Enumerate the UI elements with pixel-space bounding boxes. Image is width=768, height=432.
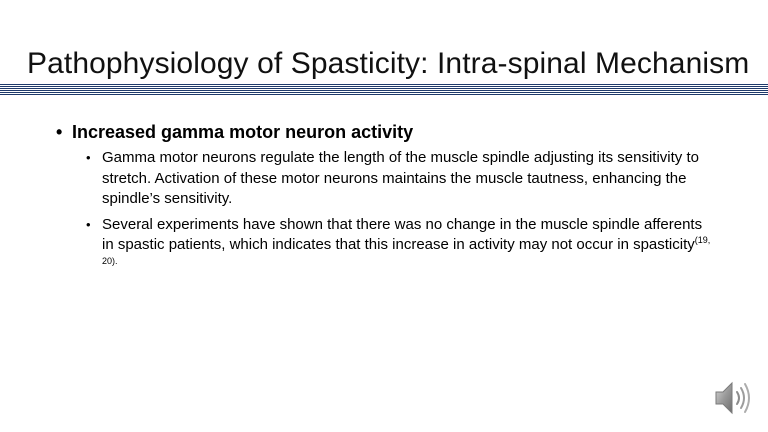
bullet-marker: • <box>86 216 91 232</box>
main-bullet-text: Increased gamma motor neuron activity <box>72 122 414 142</box>
sub-bullet <box>86 148 716 210</box>
speaker-icon[interactable] <box>712 378 756 418</box>
slide-content <box>56 120 716 281</box>
sub-bullet <box>86 215 716 277</box>
title-divider <box>0 84 768 95</box>
slide-title: Pathophysiology of Spasticity: Intra-spinal Mechanism <box>27 47 750 80</box>
speaker-icon-graphic <box>712 378 756 418</box>
main-bullet <box>56 120 716 144</box>
sub-bullet-body: Several experiments have shown that there was no change in the muscle spindle afferents in spastic patients, which indicates that this increase in activity may not occur in spasticity <box>102 215 703 253</box>
bullet-marker: • <box>86 150 91 165</box>
sub-bullet-text <box>102 148 716 210</box>
citation: (19, 20). <box>102 235 711 266</box>
sub-bullet-list <box>86 148 716 276</box>
bullet-marker: • <box>56 122 63 142</box>
sub-bullet-body: Gamma motor neurons regulate the length of the muscle spindle adjusting its sensitivity to stretch. Activation of these motor neurons maintains the muscle tautness, enhancing the spindle’s sensitivity. <box>102 149 699 207</box>
sub-bullet-text <box>102 215 716 277</box>
